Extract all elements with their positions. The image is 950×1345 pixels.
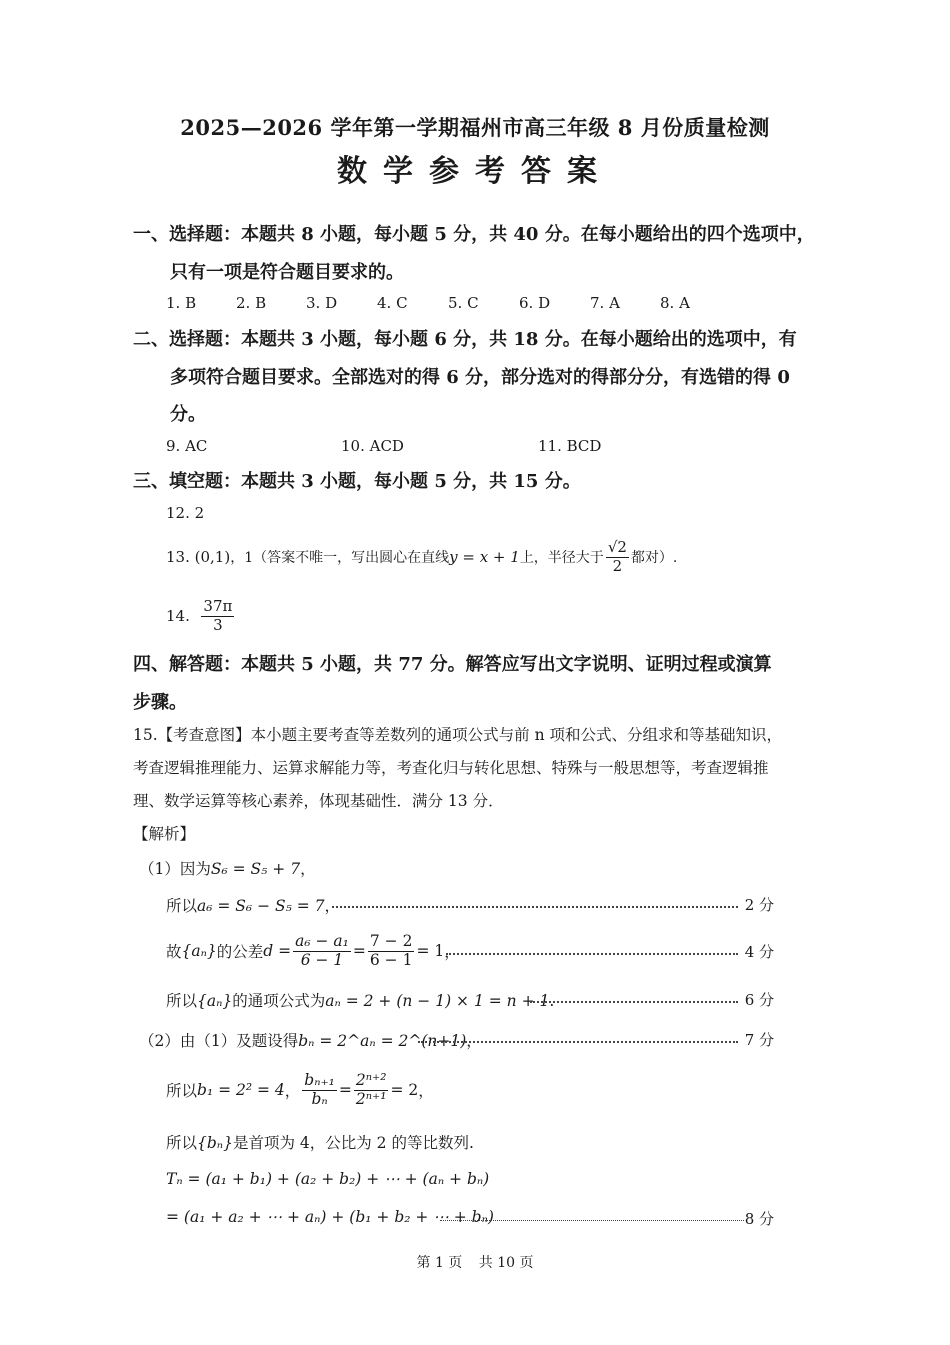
q15-part1-step3: 故 {aₙ} 的公差 d = $\frac{\text{a₆ − a₁}}{6 - 1}$ = $\frac{7 - 2}{6 - 1}$ = 1 ， — [166, 931, 460, 969]
section1-heading-cont: 只有一项是符合题目要求的。 — [170, 262, 404, 283]
section2-answer-10: 10. ACD — [341, 437, 404, 455]
q15-part1-step2: 所以a₆ = S₆ − S₅ = 7， — [166, 897, 341, 915]
score-leader-dots — [332, 906, 738, 908]
score-leader-dots — [418, 1041, 738, 1043]
answer-13-line: y = x + 1 — [449, 548, 520, 566]
section3-heading: 三、填空题：本题共 3 小题，每小题 5 分，共 15 分。 — [133, 471, 581, 492]
page-footer — [0, 1252, 950, 1272]
score-4: 4 分 — [744, 943, 774, 961]
answer-13-text2: 上，半径大于 — [519, 550, 604, 566]
section2-answer-9: 9. AC — [166, 437, 208, 455]
fraction: $\frac{7 - 2}{6 - 1}$ — [369, 931, 413, 969]
section2-heading: 二、选择题：本题共 3 小题，每小题 6 分，共 18 分。在每小题给出的选项中，有 — [133, 329, 797, 350]
section2-heading-end: 分。 — [170, 404, 206, 425]
section1-heading: 一、选择题：本题共 8 小题，每小题 5 分，共 40 分。在每小题给出的四个选项中， — [133, 224, 815, 245]
fraction-numerator: √2 — [607, 538, 627, 557]
answer-13-text3: 都对）. — [630, 550, 678, 566]
score-leader-dots — [530, 1001, 738, 1003]
section1-answer-7: 7. A — [590, 294, 620, 312]
answer-13 — [166, 533, 677, 581]
answer-13-fraction — [606, 539, 629, 575]
score-6: 6 分 — [744, 991, 774, 1009]
section1-answer-8: 8. A — [660, 294, 690, 312]
q15-part1-step4: 所以{aₙ}的通项公式为aₙ = 2 + (n − 1) × 1 = n + 1. — [166, 992, 555, 1010]
q15-part2-step1: （2）由（1）及题设得bₙ = 2^aₙ = 2^(n+1)， — [139, 1032, 482, 1050]
q15-part2-step3: 所以{bₙ}是首项为 4，公比为 2 的等比数列. — [166, 1134, 474, 1152]
answer-14 — [166, 592, 236, 640]
score-8: 8 分 — [744, 1210, 774, 1228]
fraction-denominator: 2 — [612, 556, 623, 575]
q15-part2-step2: 所以 b₁ = 2² = 4 ， $\frac{\text{bₙ₊₁}}{\text{bₙ}}$ = $\frac{\text{2ⁿ⁺²}}{\text{2ⁿ⁺¹}}$ = 2 ， — [166, 1070, 434, 1108]
answer-13-number: 13. — [166, 548, 190, 566]
score-2: 2 分 — [744, 896, 774, 914]
document-subtitle: 数学参考答案 — [337, 154, 613, 189]
q15-part2-step4: Tₙ = (a₁ + b₁) + (a₂ + b₂) + ⋯ + (aₙ + bₙ) — [166, 1170, 490, 1188]
fraction-numerator: 37π — [203, 597, 233, 616]
section1-answer-1: 1. B — [166, 294, 197, 312]
section1-answer-6: 6. D — [519, 294, 551, 312]
q15-part2-step5: = (a₁ + a₂ + ⋯ + aₙ) + (b₁ + b₂ + ⋯ + bₙ) — [166, 1208, 494, 1226]
q15-intent-line2: 考查逻辑推理能力、运算求解能力等，考查化归与转化思想、特殊与一般思想等，考查逻辑推 — [133, 759, 769, 777]
fraction-denominator: 3 — [213, 615, 223, 634]
document-title: 2025—2026 学年第一学期福州市高三年级 8 月份质量检测 — [180, 115, 770, 140]
section4-heading: 四、解答题：本题共 5 小题，共 77 分。解答应写出文字说明、证明过程或演算 — [133, 654, 772, 675]
fraction: $\frac{\text{a₆ − a₁}}{6 - 1}$ — [295, 931, 349, 969]
q15-intent-line3: 理、数学运算等核心素养，体现基础性．满分 13 分． — [133, 792, 504, 810]
page-number: 第 1 页 — [416, 1255, 463, 1271]
score-7: 7 分 — [744, 1031, 774, 1049]
score-leader-dots — [446, 953, 738, 955]
answer-12: 12. 2 — [166, 504, 205, 522]
section2-heading-cont: 多项符合题目要求。全部选对的得 6 分，部分选对的得部分分，有选错的得 0 — [170, 367, 790, 388]
section2-answer-11: 11. BCD — [538, 437, 602, 455]
section1-answer-5: 5. C — [448, 294, 479, 312]
answer-13-text: ，1（答案不唯一，写出圆心在直线 — [230, 550, 450, 566]
page-total: 共 10 页 — [478, 1255, 534, 1271]
fraction: $\frac{\text{2ⁿ⁺²}}{\text{2ⁿ⁺¹}}$ — [355, 1070, 387, 1108]
q15-part1-step1: （1）因为S₆ = S₅ + 7， — [139, 860, 316, 878]
section1-answer-3: 3. D — [306, 294, 338, 312]
answer-13-point: (0,1) — [194, 548, 231, 566]
section4-heading-cont: 步骤。 — [133, 692, 187, 713]
answer-14-number: 14. — [166, 607, 190, 625]
section1-answer-2: 2. B — [236, 294, 267, 312]
q15-analysis-label: 【解析】 — [133, 825, 196, 843]
fraction: $\frac{\text{bₙ₊₁}}{\text{bₙ}}$ — [304, 1070, 335, 1108]
score-leader-dots — [440, 1220, 744, 1221]
answer-14-fraction — [201, 598, 234, 634]
section1-answer-4: 4. C — [377, 294, 408, 312]
q15-intent-line1: 15.【考查意图】本小题主要考查等差数列的通项公式与前 n 项和公式、分组求和等基础知识， — [133, 726, 782, 744]
